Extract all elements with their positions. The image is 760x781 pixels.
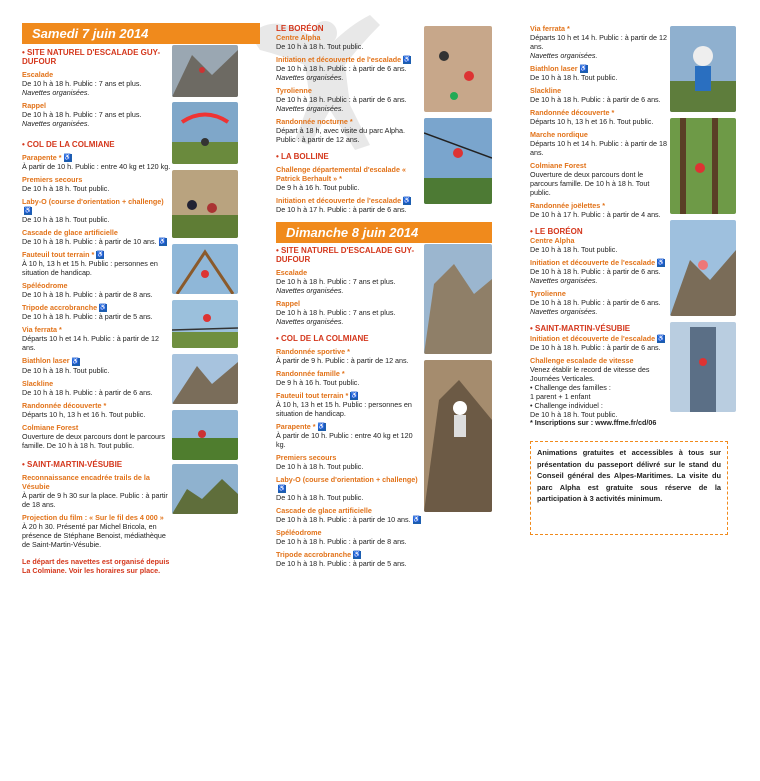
column-saturday xyxy=(22,42,172,583)
activity: Randonnée découverte * Départs 10 h, 13 h et 16 h. Tout public. xyxy=(530,108,654,127)
activity: Marche nordique Départs 10 h et 14 h. Public : à partir de 18 ans. xyxy=(530,130,668,158)
activity: Tyrolienne De 10 h à 18 h. Public : à partir de 6 ans. Navettes organisées. xyxy=(276,86,407,114)
location-heading: • COL DE LA COLMIANE xyxy=(22,140,172,149)
photo-cliff xyxy=(424,244,492,354)
photo-labyrinth xyxy=(172,170,238,238)
activity: Fauteuil tout terrain * ♿ À 10 h, 13 h et 15 h. Public : personnes en situation de handicap. xyxy=(276,391,412,419)
photo-valley xyxy=(172,464,238,514)
activity: Initiation et découverte de l'escalade ♿ De 10 h à 18 h. Public : à partir de 6 ans. xyxy=(530,334,665,353)
photo-speed-wall xyxy=(670,322,736,412)
location-heading: • LE BORÉON xyxy=(530,227,670,236)
activity: Biathlon laser ♿ De 10 h à 18 h. Tout public. xyxy=(530,64,618,83)
activity-detail: De 10 h à 18 h. Tout public. xyxy=(530,245,618,255)
activity: Parapente * ♿ À partir de 10 h. Public : entre 40 kg et 120 kg. xyxy=(22,153,171,172)
activity: Biathlon laser ♿ De 10 h à 18 h. Tout public. xyxy=(22,356,110,375)
location-heading: • SITE NATUREL D'ESCALADE GUY-DUFOUR xyxy=(276,246,424,264)
activity: Tripode accrobranche ♿ De 10 h à 18 h. Public : à partir de 5 ans. xyxy=(276,550,407,569)
info-box: Animations gratuites et accessibles à tous sur présentation du passeport délivré sur le stand du Conseil général des Alpes-Maritimes. La visite du parc Alpha est gratuite sous réserve de la participation à 3 activités minimum. xyxy=(530,441,728,535)
photo-mountain xyxy=(172,354,238,404)
activity: Randonnée sportive * À partir de 9 h. Public : à partir de 12 ans. xyxy=(276,347,409,365)
activity: Slackline De 10 h à 18 h. Public : à partir de 6 ans. xyxy=(530,86,661,105)
subheading: Centre Alpha xyxy=(276,33,321,42)
activity: Escalade De 10 h à 18 h. Public : 7 ans et plus. Navettes organisées. xyxy=(276,268,396,295)
wheelchair-accessible-icon: ♿ xyxy=(353,552,361,559)
activity: Initiation et découverte de l'escalade ♿ De 10 h à 17 h. Public : à partir de 6 ans. xyxy=(276,196,411,215)
shuttle-note: Le départ des navettes est organisé depuis La Colmiane. Voir les horaires sur place. xyxy=(22,556,170,575)
activity: Fauteuil tout terrain * ♿ À 10 h, 13 h et 15 h. Public : personnes en situation de handicap. xyxy=(22,250,158,278)
wheelchair-accessible-icon: ♿ xyxy=(71,358,80,365)
day1-banner: Samedi 7 juin 2014 xyxy=(22,23,260,44)
activity: Premiers secours De 10 h à 18 h. Tout public. xyxy=(276,453,364,472)
activity: Rappel De 10 h à 18 h. Public : 7 ans et plus. Navettes organisées. xyxy=(22,101,142,128)
wheelchair-accessible-icon: ♿ xyxy=(657,336,665,343)
activity: Randonnée nocturne * Départ à 18 h, avec visite du parc Alpha. Public : à partir de 12 ans. xyxy=(276,117,406,145)
photo-trail xyxy=(172,410,238,460)
activity-detail: De 10 h à 18 h. Tout public. xyxy=(276,42,364,51)
activity: Slackline De 10 h à 18 h. Public : à partir de 6 ans. xyxy=(22,378,153,397)
wheelchair-accessible-icon: ♿ xyxy=(657,260,665,267)
location-heading: • LA BOLLINE xyxy=(276,152,424,161)
activity: Randonnée famille * De 9 h à 16 h. Tout public. xyxy=(276,369,360,387)
wheelchair-accessible-icon: ♿ xyxy=(317,424,326,431)
activity: Cascade de glace artificielle De 10 h à 18 h. Public : à partir de 10 ans. ♿ xyxy=(276,506,421,525)
activity: Challenge départemental d'escalade « Patrick Berhault » * De 9 h à 16 h. Tout public. xyxy=(276,165,406,193)
location-heading: • SITE NATUREL D'ESCALADE GUY-DUFOUR xyxy=(22,48,172,66)
column-sunday xyxy=(276,240,424,781)
activity: Laby-O (course d'orientation + challenge)♿ De 10 h à 18 h. Tout public. xyxy=(22,197,164,225)
wheelchair-accessible-icon: ♿ xyxy=(63,155,72,162)
activity: Rappel De 10 h à 18 h. Public : 7 ans et plus. Navettes organisées. xyxy=(276,299,396,326)
activity: Premiers secours De 10 h à 18 h. Tout public. xyxy=(22,175,110,194)
activity: Via ferrata * Départs 10 h et 14 h. Public : à partir de 12 ans. Navettes organisées. xyxy=(530,24,668,60)
location-heading: LE BORÉON xyxy=(276,24,324,33)
photo-rock-climbing xyxy=(172,45,238,97)
wheelchair-accessible-icon: ♿ xyxy=(24,208,32,215)
photo-forest xyxy=(670,118,736,214)
activity: Randonnée joëlettes * De 10 h à 17 h. Public : à partir de 4 ans. xyxy=(530,201,661,220)
photo-indoor-climbing xyxy=(424,26,492,112)
wheelchair-accessible-icon: ♿ xyxy=(158,239,167,246)
wheelchair-accessible-icon: ♿ xyxy=(278,486,286,493)
day2-banner: Dimanche 8 juin 2014 xyxy=(276,222,492,243)
wheelchair-accessible-icon: ♿ xyxy=(96,252,105,259)
wheelchair-accessible-icon: ♿ xyxy=(403,198,411,205)
activity: Colmiane Forest Ouverture de deux parcours dont le parcours famille. De 10 h à 18 h. Tout public. xyxy=(22,422,166,450)
subheading: Centre Alpha xyxy=(530,236,575,246)
photo-nordic-walking xyxy=(670,220,736,316)
activity: Projection du film : « Sur le fil des 4 000 » À 20 h 30. Présenté par Michel Bricola, en présence de Stéphane Benoist, médiathèque de Saint-Martin-Vésubie. xyxy=(22,512,166,549)
photo-tripode xyxy=(172,244,238,294)
location-heading: • SAINT-MARTIN-VÉSUBIE xyxy=(530,324,670,333)
wheelchair-accessible-icon: ♿ xyxy=(579,66,588,73)
activity: Parapente * ♿ À partir de 10 h. Public : entre 40 kg et 120 kg. xyxy=(276,422,413,450)
photo-zipline xyxy=(424,118,492,204)
photo-climber-helmet xyxy=(424,360,492,512)
wheelchair-accessible-icon: ♿ xyxy=(350,393,359,400)
activity: Initiation et découverte de l'escalade ♿ De 10 h à 18 h. Public : à partir de 6 ans. Navettes organisées. xyxy=(276,55,411,83)
photo-helmet-child xyxy=(670,26,736,112)
activity: Via ferrata * Départs 10 h et 14 h. Public : à partir de 12 ans. xyxy=(22,325,160,353)
photo-slackline xyxy=(172,300,238,348)
activity: Colmiane Forest Ouverture de deux parcours dont le parcours famille. De 10 h à 18 h. Tout public. xyxy=(530,161,650,198)
wheelchair-accessible-icon: ♿ xyxy=(412,517,421,524)
photo-paragliding xyxy=(172,102,238,164)
activity: Spéléodrome De 10 h à 18 h. Public : à partir de 8 ans. xyxy=(22,281,153,300)
activity: Laby-O (course d'orientation + challenge)♿ De 10 h à 18 h. Tout public. xyxy=(276,475,418,503)
activity: Randonnée découverte * Départs 10 h, 13 h et 16 h. Tout public. xyxy=(22,400,146,419)
activity: Escalade De 10 h à 18 h. Public : 7 ans et plus. Navettes organisées. xyxy=(22,70,142,97)
activity: Cascade de glace artificielle De 10 h à 18 h. Public : à partir de 10 ans. ♿ xyxy=(22,228,167,247)
inscriptions-note: * Inscriptions sur : www.ffme.fr/cd/06 xyxy=(530,418,657,427)
activity: Reconnaissance encadrée trails de la Vésubie À partir de 9 h 30 sur la place. Public : à partir de 18 ans. xyxy=(22,472,168,509)
activity: Spéléodrome De 10 h à 18 h. Public : à partir de 8 ans. xyxy=(276,528,407,547)
wheelchair-accessible-icon: ♿ xyxy=(403,57,411,64)
location-heading: • SAINT-MARTIN-VÉSUBIE xyxy=(22,460,172,469)
wheelchair-accessible-icon: ♿ xyxy=(99,305,107,312)
location-heading: • COL DE LA COLMIANE xyxy=(276,334,424,343)
activity: Initiation et découverte de l'escalade ♿ De 10 h à 18 h. Public : à partir de 6 ans. Navettes organisées. xyxy=(530,258,665,286)
activity: Challenge escalade de vitesse Venez établir le record de vitesse des Journées Verticales. • Challenge des familles : 1 parent + 1 enfant • Challenge individuel : De 10 h à 18 h. Tout public. xyxy=(530,356,650,420)
activity: Tripode accrobranche ♿ De 10 h à 18 h. Public : à partir de 5 ans. xyxy=(22,303,153,322)
activity: Tyrolienne De 10 h à 18 h. Public : à partir de 6 ans. Navettes organisées. xyxy=(530,289,661,317)
